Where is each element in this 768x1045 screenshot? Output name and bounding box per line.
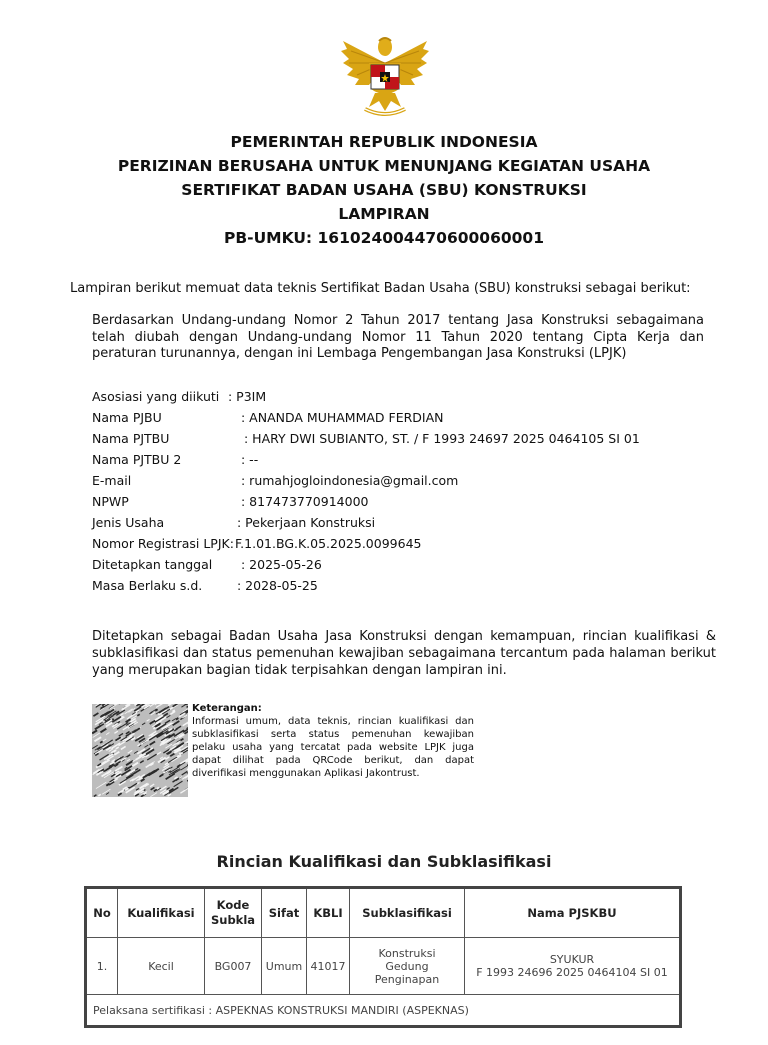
- note-title: Keterangan:: [192, 703, 262, 714]
- intro-text: Lampiran berikut memuat data teknis Sertifikat Badan Usaha (SBU) konstruksi sebagai berikut:: [70, 281, 691, 296]
- document-header: [0, 130, 768, 250]
- field-value: : 2028-05-25: [237, 578, 318, 593]
- header-line-pb-umku: PB-UMKU: 161024004470600060001: [223, 229, 545, 247]
- field-value: : ANANDA MUHAMMAD FERDIAN: [241, 410, 444, 425]
- declaration-paragraph: Ditetapkan sebagai Badan Usaha Jasa Konstruksi dengan kemampuan, rincian kualifikasi & subklasifikasi dan status pemenuhan kewajiban sebagaimana tercantum pada halaman berikut yang merupakan bagian tidak terpisahkan dengan lampiran ini.: [92, 629, 716, 678]
- pjskbu-number: F 1993 24696 2025 0464104 SI 01: [476, 966, 668, 979]
- field-label: Nomor Registrasi LPJK:: [92, 536, 234, 551]
- header-line-government: PEMERINTAH REPUBLIK INDONESIA: [230, 133, 538, 151]
- qualification-table: [84, 886, 682, 1028]
- cell-kbli: 41017: [307, 938, 350, 995]
- header-line-permit: PERIZINAN BERUSAHA UNTUK MENUNJANG KEGIATAN USAHA: [117, 157, 651, 175]
- cell-kualifikasi: Kecil: [118, 938, 205, 995]
- field-value: : P3IM: [228, 389, 267, 404]
- field-label: Nama PJTBU 2: [92, 452, 182, 467]
- table-row: [86, 938, 681, 995]
- header-line-certificate: SERTIFIKAT BADAN USAHA (SBU) KONSTRUKSI: [181, 181, 587, 199]
- col-header-kualifikasi: Kualifikasi: [118, 888, 205, 938]
- cell-subklasifikasi: [350, 938, 465, 995]
- sub-line-1: Konstruksi: [378, 946, 436, 960]
- garuda-emblem-icon: [339, 33, 431, 121]
- field-value: : Pekerjaan Konstruksi: [237, 515, 376, 530]
- field-label: Asosiasi yang diikuti: [92, 389, 220, 404]
- col-header-kode-subkla: [205, 888, 262, 938]
- field-value: : 817473770914000: [241, 494, 369, 509]
- sub-line-3: Penginapan: [374, 972, 440, 986]
- pjskbu-name: SYUKUR: [549, 953, 595, 966]
- field-label: Nama PJBU: [92, 410, 162, 425]
- field-label: Ditetapkan tanggal: [92, 557, 213, 572]
- cell-kode: BG007: [205, 938, 262, 995]
- note-block: [192, 702, 474, 780]
- table-title: Rincian Kualifikasi dan Subklasifikasi: [216, 852, 552, 871]
- qr-code-image[interactable]: [92, 704, 188, 797]
- cell-nama-pjskbu: [465, 938, 681, 995]
- field-value: : 2025-05-26: [241, 557, 322, 572]
- col-header-no: No: [86, 888, 118, 938]
- col-header-subklasifikasi: Subklasifikasi: [350, 888, 465, 938]
- header-line-attachment: LAMPIRAN: [338, 205, 430, 223]
- col-header-kode-line2: Subkla: [210, 913, 256, 927]
- field-value: : HARY DWI SUBIANTO, ST. / F 1993 24697 2025 0464105 SI 01: [244, 431, 640, 446]
- col-header-kbli: KBLI: [307, 888, 350, 938]
- sub-line-2: Gedung: [385, 959, 429, 973]
- field-label: Jenis Usaha: [92, 515, 165, 530]
- field-label: Masa Berlaku s.d.: [92, 578, 203, 593]
- field-value: : --: [241, 452, 259, 467]
- certification-executor: Pelaksana sertifikasi : ASPEKNAS KONSTRUKSI MANDIRI (ASPEKNAS): [86, 995, 681, 1027]
- cell-sifat: Umum: [262, 938, 307, 995]
- field-label: Nama PJTBU: [92, 431, 170, 446]
- col-header-kode-line1: Kode: [216, 898, 250, 912]
- col-header-sifat: Sifat: [262, 888, 307, 938]
- cell-no: 1.: [86, 938, 118, 995]
- table-footer-row: [86, 995, 681, 1027]
- col-header-nama-pjskbu: Nama PJSKBU: [465, 888, 681, 938]
- field-label: NPWP: [92, 494, 129, 509]
- table-header-row: [86, 888, 681, 938]
- note-body: Informasi umum, data teknis, rincian kualifikasi dan subklasifikasi serta status pemenuhan kewajiban pelaku usaha yang tercatat pada website LPJK juga dapat dilihat pada QRCode berikut, dan dapat diverifikasi menggunakan Aplikasi Jakontrust.: [192, 716, 474, 779]
- field-value: : rumahjogloindonesia@gmail.com: [241, 473, 459, 488]
- legal-basis-paragraph: Berdasarkan Undang-undang Nomor 2 Tahun 2017 tentang Jasa Konstruksi sebagaimana telah diubah dengan Undang-undang Nomor 11 Tahun 2020 tentang Cipta Kerja dan peraturan turunannya, dengan ini Lembaga Pengembangan Jasa Konstruksi (LPJK): [92, 313, 704, 361]
- field-value: F.1.01.BG.K.05.2025.0099645: [235, 536, 422, 551]
- field-label: E-mail: [92, 473, 132, 488]
